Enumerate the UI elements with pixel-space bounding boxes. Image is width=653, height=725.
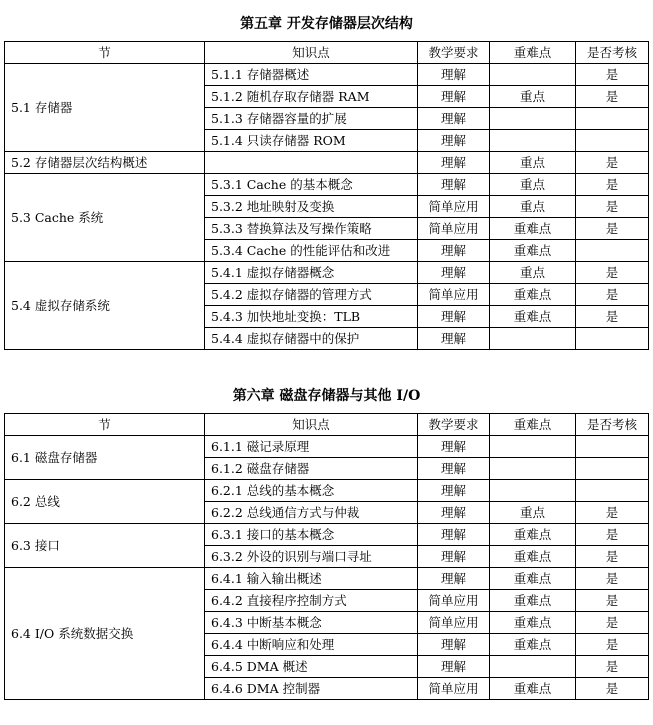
- section-name: 5.2 存储器层次结构概述: [5, 152, 205, 174]
- knowledge-point: 5.1.3 存储器容量的扩展: [205, 108, 418, 130]
- table-row: [5, 262, 649, 284]
- knowledge-point: 5.1.4 只读存储器 ROM: [205, 130, 418, 152]
- difficulty: 重难点: [490, 568, 576, 590]
- difficulty: 重难点: [490, 240, 576, 262]
- knowledge-point: 6.3.2 外设的识别与端口寻址: [205, 546, 418, 568]
- assessed: 是: [576, 612, 649, 634]
- assessed: 是: [576, 152, 649, 174]
- teaching-requirement: 简单应用: [418, 590, 490, 612]
- knowledge-point: 5.3.1 Cache 的基本概念: [205, 174, 418, 196]
- knowledge-point: 6.4.6 DMA 控制器: [205, 678, 418, 700]
- knowledge-point: 5.4.4 虚拟存储器中的保护: [205, 328, 418, 350]
- assessed: 是: [576, 546, 649, 568]
- knowledge-point: 6.1.1 磁记录原理: [205, 436, 418, 458]
- teaching-requirement: 简单应用: [418, 284, 490, 306]
- assessed: 是: [576, 568, 649, 590]
- teaching-requirement: 简单应用: [418, 678, 490, 700]
- difficulty: 重难点: [490, 218, 576, 240]
- knowledge-point: 6.2.2 总线通信方式与仲裁: [205, 502, 418, 524]
- knowledge-point: 5.4.3 加快地址变换：TLB: [205, 306, 418, 328]
- table-row: [5, 524, 649, 546]
- teaching-requirement: 理解: [418, 262, 490, 284]
- teaching-requirement: 理解: [418, 634, 490, 656]
- table-row: [5, 152, 649, 174]
- knowledge-point: 6.4.5 DMA 概述: [205, 656, 418, 678]
- difficulty: [490, 130, 576, 152]
- knowledge-point: 5.3.3 替换算法及写操作策略: [205, 218, 418, 240]
- teaching-requirement: 理解: [418, 328, 490, 350]
- difficulty: 重难点: [490, 612, 576, 634]
- difficulty: [490, 656, 576, 678]
- knowledge-point: 5.4.1 虚拟存储器概念: [205, 262, 418, 284]
- assessed: 是: [576, 174, 649, 196]
- assessed: 是: [576, 86, 649, 108]
- header-assessed: 是否考核: [576, 42, 649, 64]
- header-difficulty: 重难点: [490, 414, 576, 436]
- assessed: 是: [576, 678, 649, 700]
- assessed: [576, 480, 649, 502]
- section-name: 6.1 磁盘存储器: [5, 436, 205, 480]
- difficulty: 重难点: [490, 284, 576, 306]
- header-assessed: 是否考核: [576, 414, 649, 436]
- assessed: [576, 328, 649, 350]
- difficulty: 重点: [490, 174, 576, 196]
- difficulty: [490, 108, 576, 130]
- teaching-requirement: 理解: [418, 306, 490, 328]
- knowledge-point: 5.1.1 存储器概述: [205, 64, 418, 86]
- table-row: [5, 64, 649, 86]
- assessed: [576, 108, 649, 130]
- teaching-requirement: 理解: [418, 480, 490, 502]
- difficulty: 重点: [490, 262, 576, 284]
- header-teaching-requirement: 教学要求: [418, 414, 490, 436]
- table-row: [5, 568, 649, 590]
- table-header-row: [5, 42, 649, 64]
- assessed: 是: [576, 590, 649, 612]
- difficulty: [490, 458, 576, 480]
- header-knowledge-point: 知识点: [205, 42, 418, 64]
- knowledge-point: 6.3.1 接口的基本概念: [205, 524, 418, 546]
- knowledge-point: 6.4.3 中断基本概念: [205, 612, 418, 634]
- teaching-requirement: 理解: [418, 86, 490, 108]
- section-name: 5.3 Cache 系统: [5, 174, 205, 262]
- difficulty: [490, 64, 576, 86]
- assessed: [576, 458, 649, 480]
- assessed: 是: [576, 218, 649, 240]
- teaching-requirement: 理解: [418, 130, 490, 152]
- difficulty: [490, 480, 576, 502]
- knowledge-point: 6.4.2 直接程序控制方式: [205, 590, 418, 612]
- section-name: 5.4 虚拟存储系统: [5, 262, 205, 350]
- knowledge-point: 6.4.1 输入输出概述: [205, 568, 418, 590]
- knowledge-point: 6.4.4 中断响应和处理: [205, 634, 418, 656]
- assessed: 是: [576, 196, 649, 218]
- difficulty: 重点: [490, 196, 576, 218]
- section-name: 6.2 总线: [5, 480, 205, 524]
- table-row: [5, 436, 649, 458]
- difficulty: [490, 328, 576, 350]
- header-teaching-requirement: 教学要求: [418, 42, 490, 64]
- difficulty: 重难点: [490, 590, 576, 612]
- header-section: 节: [5, 42, 205, 64]
- teaching-requirement: 理解: [418, 436, 490, 458]
- chapter-6-title: 第六章 磁盘存储器与其他 I/O: [232, 388, 421, 404]
- chapter-5-title: 第五章 开发存储器层次结构: [240, 16, 413, 32]
- section-name: 6.3 接口: [5, 524, 205, 568]
- teaching-requirement: 理解: [418, 458, 490, 480]
- assessed: 是: [576, 634, 649, 656]
- teaching-requirement: 理解: [418, 656, 490, 678]
- teaching-requirement: 简单应用: [418, 218, 490, 240]
- assessed: 是: [576, 656, 649, 678]
- knowledge-point: 6.2.1 总线的基本概念: [205, 480, 418, 502]
- section-name: 6.4 I/O 系统数据交换: [5, 568, 205, 700]
- assessed: [576, 130, 649, 152]
- teaching-requirement: 理解: [418, 152, 490, 174]
- difficulty: 重点: [490, 152, 576, 174]
- difficulty: [490, 436, 576, 458]
- knowledge-point: 5.3.4 Cache 的性能评估和改进: [205, 240, 418, 262]
- assessed: [576, 436, 649, 458]
- assessed: 是: [576, 524, 649, 546]
- assessed: 是: [576, 502, 649, 524]
- teaching-requirement: 理解: [418, 64, 490, 86]
- assessed: [576, 240, 649, 262]
- assessed: 是: [576, 306, 649, 328]
- header-difficulty: 重难点: [490, 42, 576, 64]
- teaching-requirement: 简单应用: [418, 612, 490, 634]
- teaching-requirement: 理解: [418, 240, 490, 262]
- assessed: 是: [576, 262, 649, 284]
- difficulty: 重难点: [490, 546, 576, 568]
- teaching-requirement: 理解: [418, 568, 490, 590]
- teaching-requirement: 理解: [418, 108, 490, 130]
- difficulty: 重难点: [490, 524, 576, 546]
- teaching-requirement: 理解: [418, 546, 490, 568]
- table-header-row: [5, 414, 649, 436]
- knowledge-point: 5.3.2 地址映射及变换: [205, 196, 418, 218]
- difficulty: 重难点: [490, 306, 576, 328]
- knowledge-point: 6.1.2 磁盘存储器: [205, 458, 418, 480]
- knowledge-point: [205, 152, 418, 174]
- teaching-requirement: 简单应用: [418, 196, 490, 218]
- teaching-requirement: 理解: [418, 502, 490, 524]
- difficulty: 重点: [490, 502, 576, 524]
- header-section: 节: [5, 414, 205, 436]
- chapter-6-table: [4, 413, 649, 700]
- assessed: 是: [576, 64, 649, 86]
- table-row: [5, 480, 649, 502]
- difficulty: 重难点: [490, 634, 576, 656]
- section-name: 5.1 存储器: [5, 64, 205, 152]
- table-row: [5, 174, 649, 196]
- difficulty: 重难点: [490, 678, 576, 700]
- difficulty: 重点: [490, 86, 576, 108]
- teaching-requirement: 理解: [418, 524, 490, 546]
- teaching-requirement: 理解: [418, 174, 490, 196]
- header-knowledge-point: 知识点: [205, 414, 418, 436]
- assessed: 是: [576, 284, 649, 306]
- chapter-5-table: [4, 41, 649, 350]
- knowledge-point: 5.4.2 虚拟存储器的管理方式: [205, 284, 418, 306]
- knowledge-point: 5.1.2 随机存取存储器 RAM: [205, 86, 418, 108]
